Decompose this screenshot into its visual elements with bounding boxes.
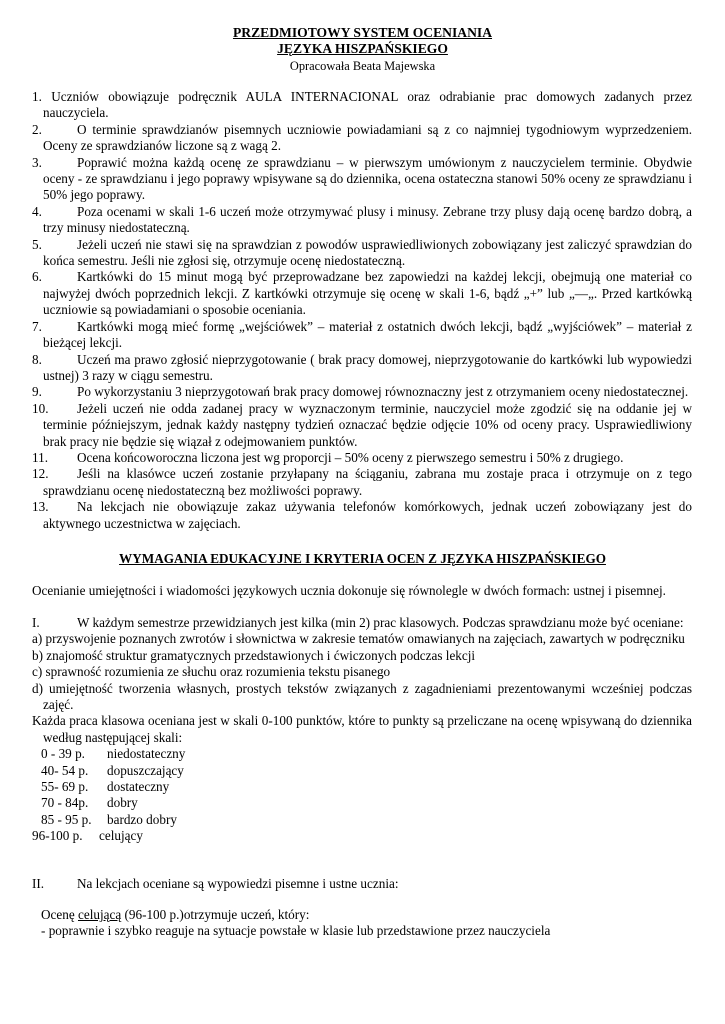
grade-row — [32, 763, 692, 779]
grade-range: 40- 54 p. — [41, 762, 89, 778]
rule-item — [32, 155, 692, 204]
assessment-item: d) umiejętność tworzenia własnych, prostych tekstów związanych z zagadnieniami prezentowanymi wcześniej podczas zajęć. — [32, 680, 692, 713]
rule-item — [32, 204, 692, 237]
grade-row — [32, 795, 692, 811]
rule-number: 4. — [32, 203, 42, 219]
rules-list — [32, 89, 692, 532]
part2-number: II. — [32, 876, 45, 891]
rule-text: O terminie sprawdzianów pisemnych uczniowie powiadamiani są z co najmniej tygodniowym wyprzedzeniem. Oceny ze sprawdzianów liczone są z wagą 2. — [43, 121, 692, 154]
grade-name: dobry — [107, 795, 138, 811]
rule-item — [32, 352, 692, 385]
grade-row — [32, 828, 692, 844]
part2-line1 — [32, 907, 692, 923]
document-author: Opracowała Beata Majewska — [289, 59, 436, 73]
scale-intro: Każda praca klasowa oceniana jest w skali 0-100 punktów, które to punkty są przeliczane na ocenę wpisywaną do dziennika według następującej skali: — [32, 713, 692, 745]
rule-number: 11. — [32, 449, 48, 465]
grade-name: dostateczny — [107, 779, 170, 795]
rule-text: Uczniów obowiązuje podręcznik AULA INTERNACIONAL oraz odrabianie prac domowych zadanych przez nauczyciela. — [43, 89, 693, 121]
grade-name: dopuszczający — [107, 762, 184, 778]
assessment-item: b) znajomość struktur gramatycznych przedstawionych i ćwiczonych podczas lekcji — [32, 647, 476, 663]
part2-line1-pre: Ocenę — [41, 907, 78, 922]
part2-text: Na lekcjach oceniane są wypowiedzi pisemne i ustne ucznia: — [77, 876, 399, 891]
part1-block — [32, 615, 692, 845]
rule-number: 9. — [32, 384, 42, 400]
rule-item — [32, 89, 692, 122]
rule-text: Kartkówki do 15 minut mogą być przeprowadzane bez zapowiedzi na każdej lekcji, obejmują one materiał co najwyżej dwóch poprzednich lekcji. Z kartkówki otrzymuje się ocenę w skali 1-6, bądź „+” lub „—„. Przed kartkówką uczniowie są powiadamiani o sposobie oceniania. — [43, 269, 692, 318]
rule-text: Jeśli na klasówce uczeń zostanie przyłapany na ściąganiu, zabrana mu zostaje praca i otrzymuje on z tego sprawdzianu ocenę niedostateczną bez możliwości poprawy. — [43, 466, 692, 498]
document-title-line2: JĘZYKA HISZPAŃSKIEGO — [277, 41, 448, 56]
rule-item — [32, 122, 692, 155]
part2-paragraph — [32, 876, 692, 892]
part2-line2: - poprawnie i szybko reaguje na sytuacje powstałe w klasie lub przedstawione przez nauczyciela — [41, 923, 551, 939]
rule-text: Poprawić można każdą ocenę ze sprawdzianu – w pierwszym umówionym z nauczycielem terminie. Obydwie oceny - ze sprawdzianu i jego poprawy wpisywane są do dziennika, ocena ostateczna stanowi 50% oceny ze sprawdzianu i 50% jego poprawy. — [43, 154, 692, 203]
rule-number: 7. — [32, 318, 42, 334]
grade-range: 96-100 p. — [32, 828, 83, 844]
grade-scale-list — [32, 746, 692, 844]
assessment-item: a) przyswojenie poznanych zwrotów i słownictwa w zakresie tematów omawianych na zajęciach, zawartych w podręczniku — [32, 631, 685, 647]
grade-name: celujący — [99, 828, 143, 844]
rule-item — [32, 401, 692, 450]
part1-paragraph — [32, 615, 692, 631]
assessment-item: c) sprawność rozumienia ze słuchu oraz rozumienia tekstu pisanego — [32, 664, 391, 680]
grade-range: 55- 69 p. — [41, 779, 89, 795]
rule-item — [32, 237, 692, 270]
rule-text: Po wykorzystaniu 3 nieprzygotowań brak pracy domowej równoznaczny jest z otrzymaniem oceny niedostatecznej. — [77, 384, 689, 400]
grade-name: niedostateczny — [107, 746, 186, 762]
rule-number: 12. — [32, 466, 49, 482]
rule-text: Uczeń ma prawo zgłosić nieprzygotowanie ( brak pracy domowej, nieprzygotowanie do kartkówki lub wypowiedzi ustnej) 3 razy w ciągu semestru. — [43, 351, 692, 383]
rule-text: Kartkówki mogą mieć formę „wejściówek” – materiał z ostatnich dwóch lekcji, bądź „wyjściówek” – materiał z bieżącej lekcji. — [43, 318, 692, 351]
rule-number: 1. — [32, 89, 42, 104]
grade-name: bardzo dobry — [107, 811, 177, 827]
rule-text: Jeżeli uczeń nie stawi się na sprawdzian z powodów usprawiedliwionych zobowiązany jest zaliczyć sprawdzian do końca semestru. Jeśli nie zgłosi się, otrzymuje ocenę niedostateczną. — [43, 236, 692, 269]
part2-block — [32, 876, 692, 892]
document-title-line1: PRZEDMIOTOWY SYSTEM OCENIANIA — [232, 25, 493, 40]
grade-celujaca: celującą — [77, 907, 122, 922]
grade-range: 70 - 84p. — [41, 795, 89, 811]
grade-row — [32, 779, 692, 795]
rule-text: Na lekcjach nie obowiązuje zakaz używania telefonów komórkowych, jednak uczeń zobowiązany jest do aktywnego uczestnictwa w zajęciach. — [43, 499, 692, 531]
section-intro-text: Ocenianie umiejętności i wiadomości językowych ucznia dokonuje się równolegle w dwóch formach: ustnej i pisemnej. — [32, 583, 666, 598]
rule-item — [32, 499, 692, 532]
rule-number: 5. — [32, 236, 42, 252]
rule-number: 10. — [32, 400, 49, 416]
rule-item — [32, 384, 692, 400]
rule-item — [32, 450, 692, 466]
rule-text: Jeżeli uczeń nie odda zadanej pracy w wyznaczonym terminie, nauczyciel może zgodzić się na oddanie jej w terminie późniejszym, jednak każdy następny tydzień oznaczać będzie odjęcie 10% od oceny pracy. Usprawiedliwiony brak pracy nie będzie się wiązał z odejmowaniem punktów. — [43, 400, 692, 449]
rule-item — [32, 319, 692, 352]
part1-number: I. — [32, 615, 40, 630]
part1-text: W każdym semestrze przewidzianych jest kilka (min 2) prac klasowych. Podczas sprawdzianu może być oceniane: — [77, 615, 684, 630]
part2-line1-post: (96-100 p.)otrzymuje uczeń, który: — [121, 907, 310, 922]
rule-number: 13. — [32, 499, 49, 515]
part2-criteria — [32, 907, 692, 940]
rule-number: 8. — [32, 351, 42, 367]
rule-number: 3. — [32, 154, 42, 170]
grade-row — [32, 812, 692, 828]
rule-text: Poza ocenami w skali 1-6 uczeń może otrzymywać plusy i minusy. Zebrane trzy plusy dają ocenę bardzo dobrą, a trzy minusy niedostateczną. — [43, 203, 692, 236]
rule-number: 2. — [32, 121, 42, 137]
part1-items — [32, 631, 692, 713]
grade-range: 0 - 39 p. — [41, 746, 85, 762]
rule-item — [32, 269, 692, 318]
rule-text: Ocena końcoworoczna liczona jest wg proporcji – 50% oceny z pierwszego semestru i 50% z drugiego. — [77, 449, 624, 465]
grade-range: 85 - 95 p. — [41, 811, 92, 827]
section-intro — [32, 583, 692, 599]
grade-row — [32, 746, 692, 762]
rule-item — [32, 466, 692, 499]
rule-number: 6. — [32, 269, 42, 285]
section-title: WYMAGANIA EDUKACYJNE I KRYTERIA OCEN Z JĘZYKA HISZPAŃSKIEGO — [119, 551, 606, 566]
